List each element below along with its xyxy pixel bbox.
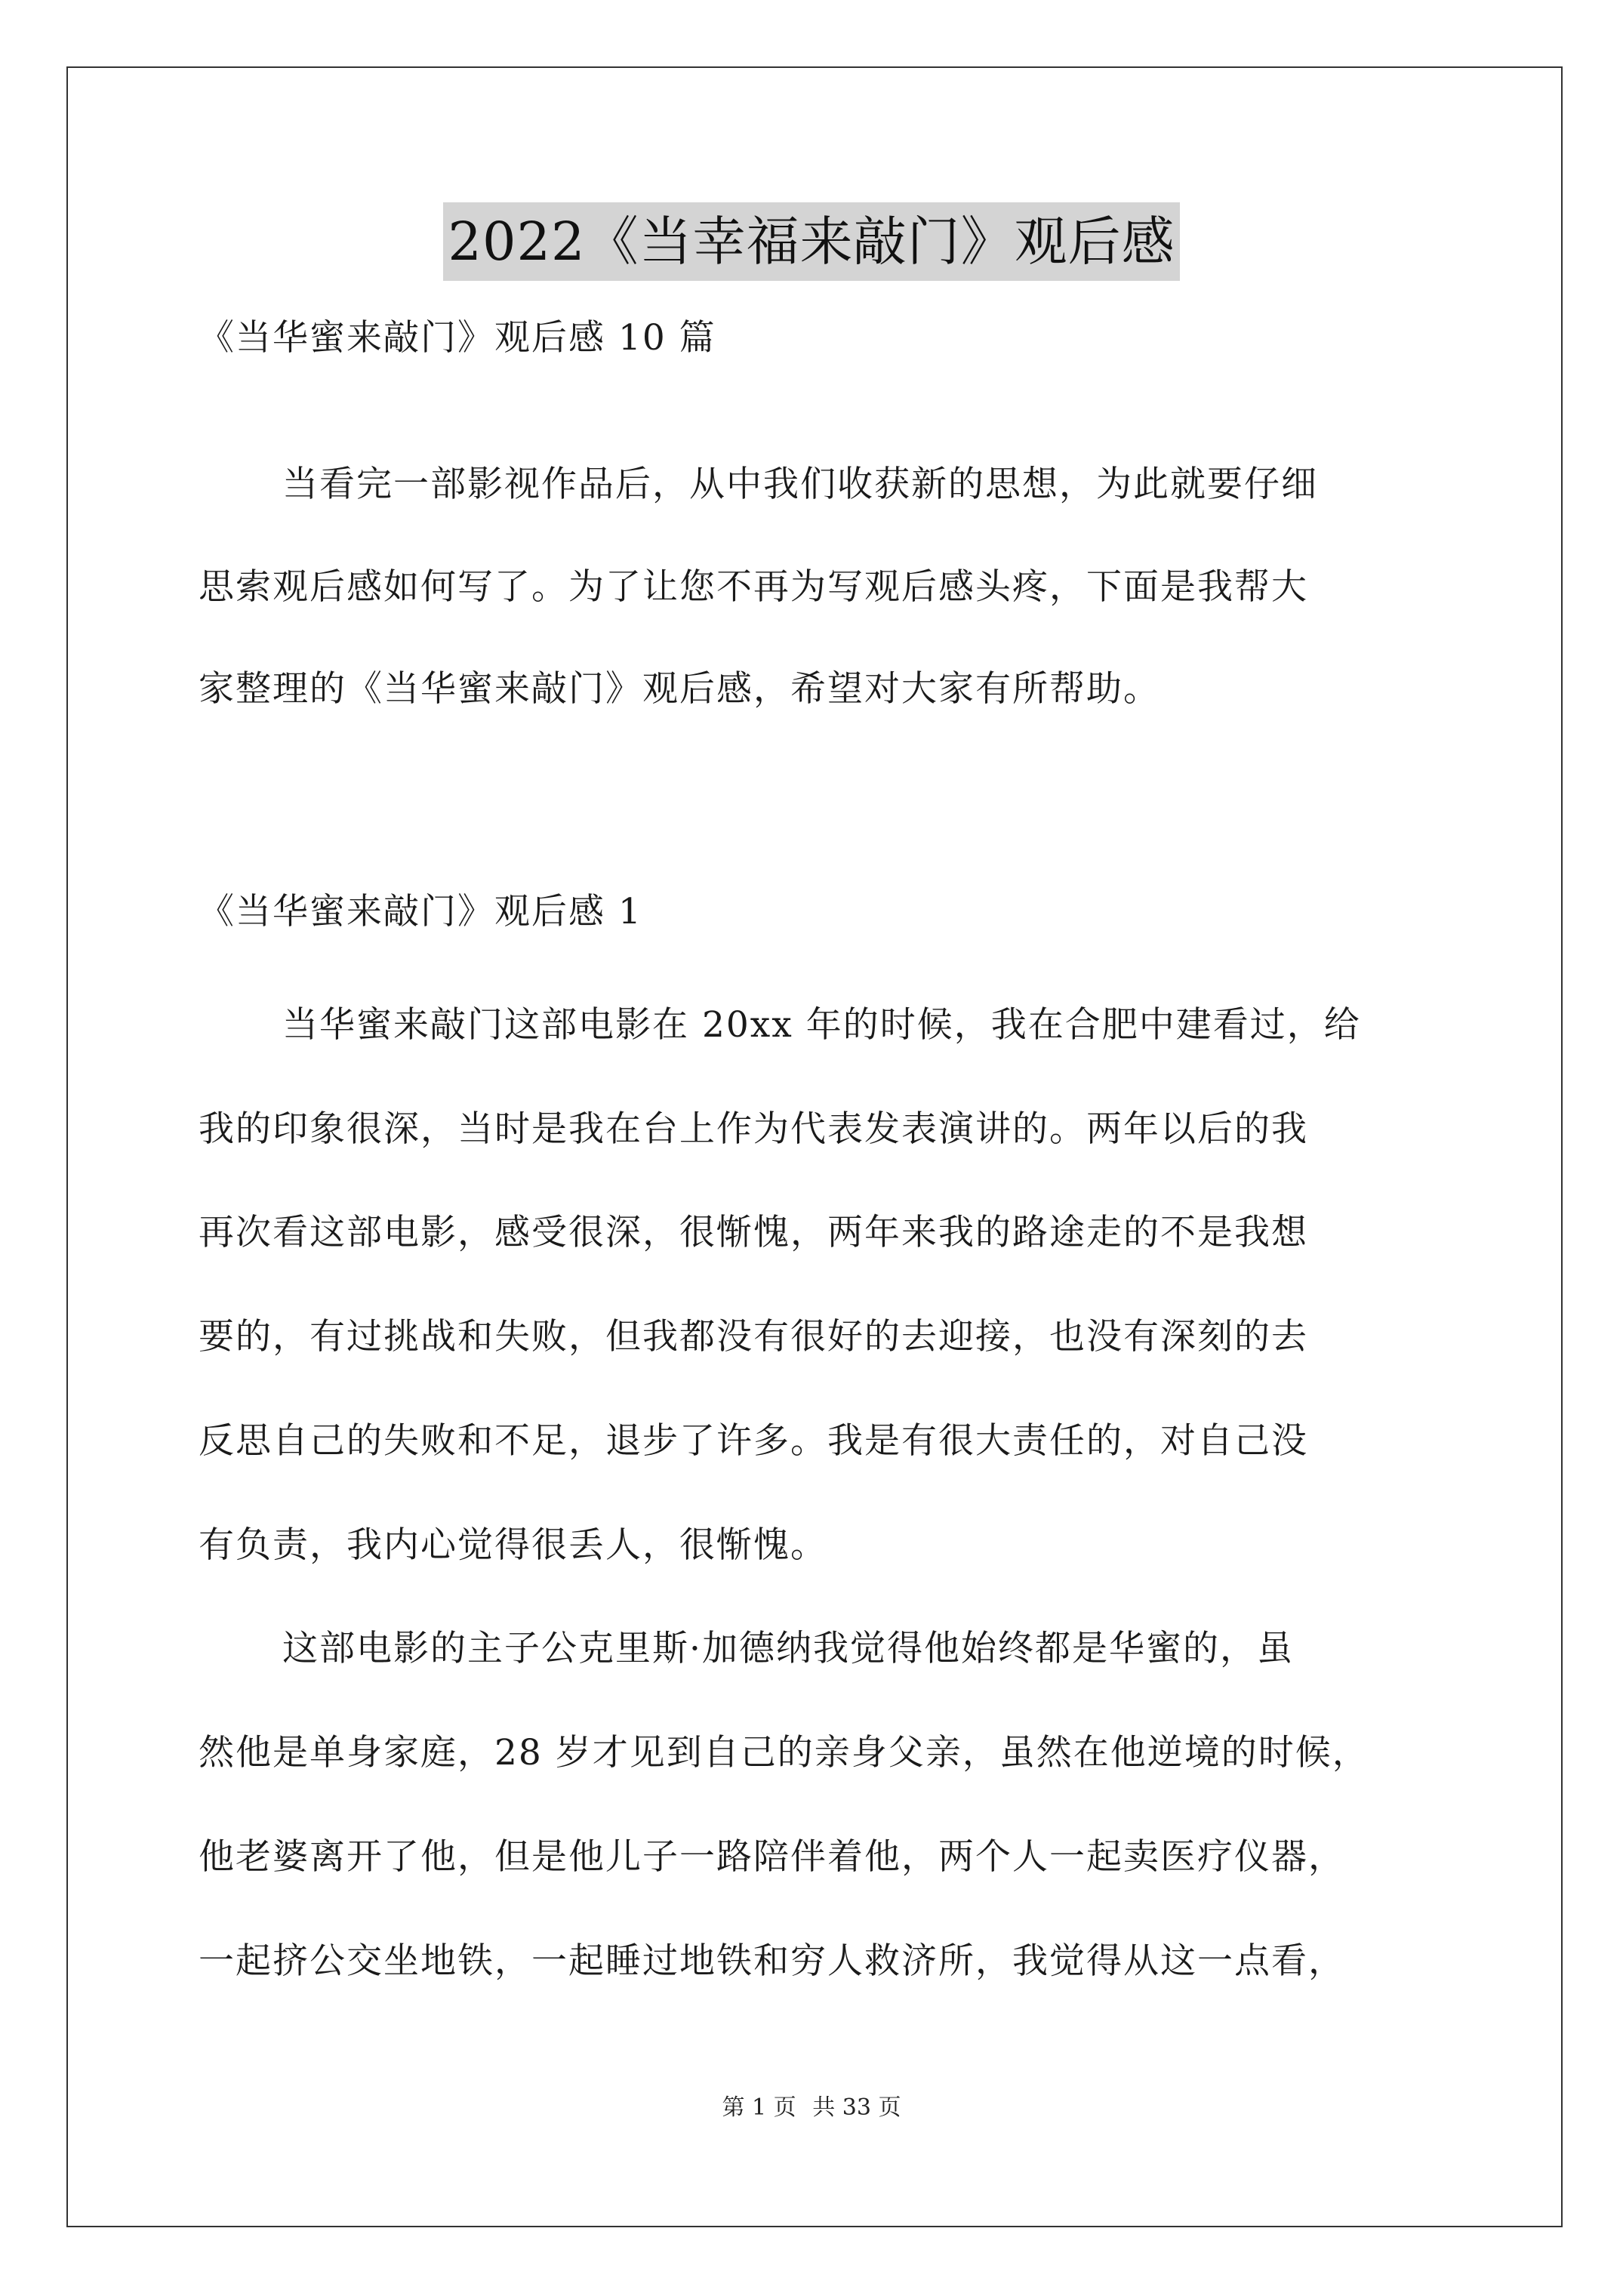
section-heading: 《当华蜜来敲门》观后感 1 xyxy=(199,891,642,932)
paragraph-line: 当看完一部影视作品后，从中我们收获新的思想，为此就要仔细 xyxy=(282,464,1318,505)
paragraph-line: 我的印象很深，当时是我在台上作为代表发表演讲的。两年以后的我 xyxy=(199,1108,1308,1150)
paragraph-line: 当华蜜来敲门这部电影在 20xx 年的时候，我在合肥中建看过，给 xyxy=(282,1004,1361,1046)
paragraph-line: 他老婆离开了他，但是他儿子一路陪伴着他，两个人一起卖医疗仪器， xyxy=(199,1836,1345,1878)
document-title: 2022《当幸福来敲门》观后感 xyxy=(443,202,1179,281)
paragraph-line: 要的，有过挑战和失败，但我都没有很好的去迎接，也没有深刻的去 xyxy=(199,1316,1308,1358)
paragraph-line: 然他是单身家庭，28 岁才见到自己的亲身父亲，虽然在他逆境的时候， xyxy=(199,1732,1369,1774)
subtitle-line: 《当华蜜来敲门》观后感 10 篇 xyxy=(199,317,716,359)
title-container xyxy=(0,202,1623,281)
paragraph-line: 反思自己的失败和不足，退步了许多。我是有很大责任的，对自己没 xyxy=(199,1420,1308,1462)
paragraph-line: 思索观后感如何写了。为了让您不再为写观后感头疼，下面是我帮大 xyxy=(199,566,1308,608)
paragraph-line: 再次看这部电影，感受很深，很惭愧，两年来我的路途走的不是我想 xyxy=(199,1212,1308,1253)
page-total: 共 33 页 xyxy=(812,2094,901,2121)
page-footer xyxy=(0,2093,1623,2123)
paragraph-line: 一起挤公交坐地铁，一起睡过地铁和穷人救济所，我觉得从这一点看， xyxy=(199,1940,1345,1982)
page-number: 第 1 页 xyxy=(722,2094,796,2121)
paragraph-line: 这部电影的主子公克里斯·加德纳我觉得他始终都是华蜜的，虽 xyxy=(282,1628,1294,1669)
paragraph-line: 家整理的《当华蜜来敲门》观后感，希望对大家有所帮助。 xyxy=(199,668,1160,710)
paragraph-line: 有负责，我内心觉得很丢人，很惭愧。 xyxy=(199,1524,827,1566)
